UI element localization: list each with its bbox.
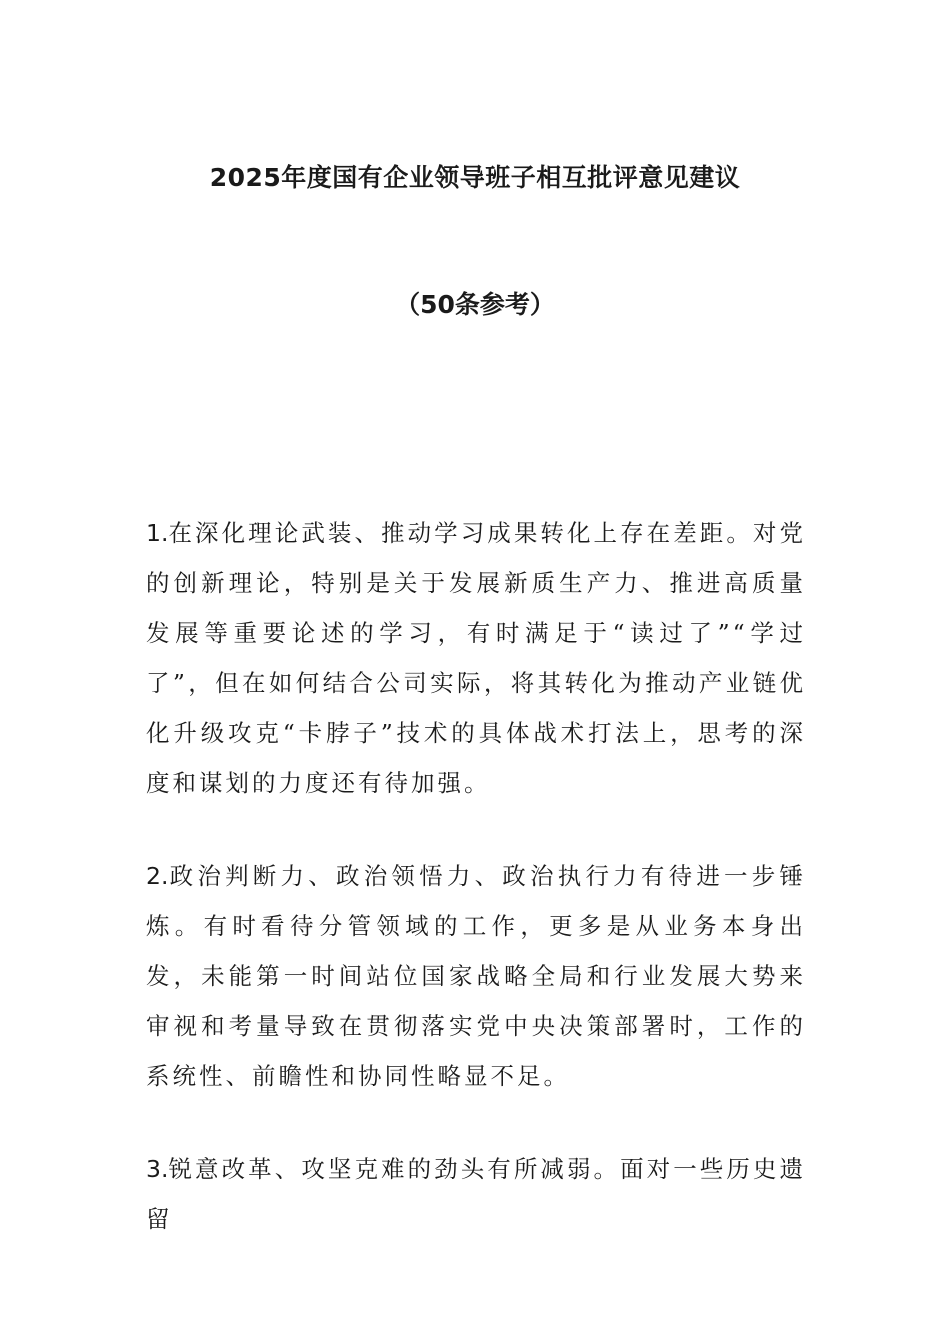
document-body	[146, 508, 806, 1287]
item-text: 锐意改革、攻坚克难的劲头有所减弱。面对一些历史遗留	[146, 1155, 806, 1233]
item-text: 政治判断力、政治领悟力、政治执行力有待进一步锤炼。有时看待分管领域的工作，更多是从业务本身出发，未能第一时间站位国家战略全局和行业发展大势来审视和考量导致在贯彻落实党中央决策部署时，工作的系统性、前瞻性和协同性略显不足。	[146, 862, 806, 1090]
list-item	[146, 851, 806, 1101]
list-item	[146, 1144, 806, 1244]
item-text: 在深化理论武装、推动学习成果转化上存在差距。对党的创新理论，特别是关于发展新质生产力、推进高质量发展等重要论述的学习，有时满足于“读过了”“学过了”，但在如何结合公司实际，将其转化为推动产业链优化升级攻克“卡脖子”技术的具体战术打法上，思考的深度和谋划的力度还有待加强。	[146, 519, 806, 797]
document-title: 2025年度国有企业领导班子相互批评意见建议	[209, 163, 741, 192]
document-subtitle: （50条参考）	[395, 290, 555, 319]
item-number: 1.	[146, 519, 169, 547]
list-item	[146, 508, 806, 808]
item-number: 2.	[146, 862, 169, 890]
item-number: 3.	[146, 1155, 169, 1183]
